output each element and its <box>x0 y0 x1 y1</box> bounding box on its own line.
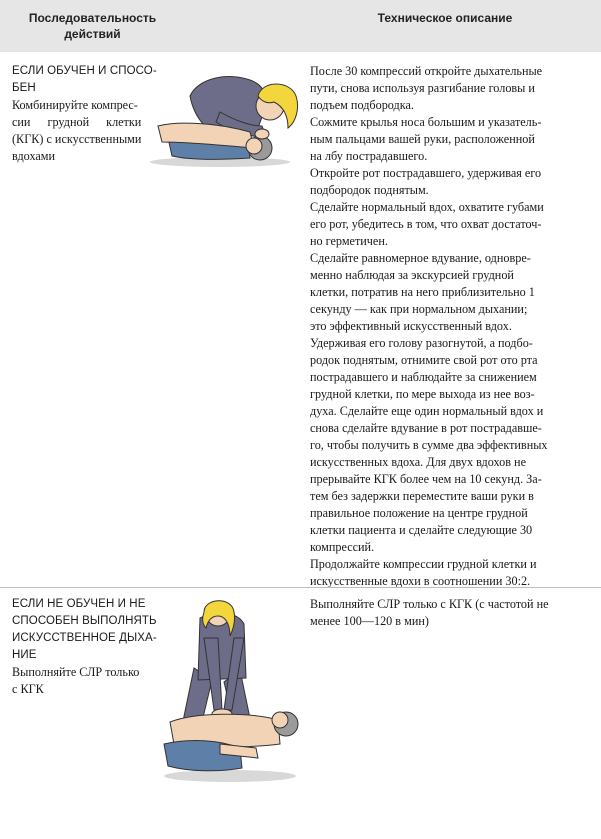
description-line: пути, снова используя разгибание головы и <box>310 81 535 95</box>
description-line: прерывайте КГК более чем на 10 секунд. За- <box>310 472 542 486</box>
row1-description <box>310 63 568 590</box>
description-line: духа. Сделайте еще один нормальный вдох и <box>310 404 544 418</box>
row2-condition-line: ИСКУССТВЕННОЕ ДЫХА- <box>12 632 157 644</box>
description-line: родок поднятым, отнимите свой рот ото рта <box>310 353 538 367</box>
description-line: клетки, потратив на него приблизительно 1 <box>310 285 535 299</box>
description-line: искусственных вдоха. Для двух вдохов не <box>310 455 526 469</box>
row2-left-cell <box>12 596 157 698</box>
rescue-breathing-illustration-icon <box>150 66 306 170</box>
description-line: искусственные вдохи в соотношении 30:2. <box>310 574 531 588</box>
row1-action-line: сии грудной клетки <box>12 115 142 129</box>
description-line: Сожмите крылья носа большим и указатель- <box>310 115 542 129</box>
description-line: ным пальцами вашей руки, расположенной <box>310 132 535 146</box>
description-line: тем без задержки переместите ваши руки в <box>310 489 534 503</box>
description-line: Удерживая его голову разогнутой, а подбо- <box>310 336 533 350</box>
chest-compression-illustration-icon <box>160 598 300 784</box>
description-line: клетки пациента и сделайте следующие 30 <box>310 523 533 537</box>
description-line: но герметичен. <box>310 234 388 248</box>
description-line: Сделайте нормальный вдох, охватите губами <box>310 200 544 214</box>
table-header <box>0 0 601 52</box>
row2-action-line: с КГК <box>12 682 44 696</box>
description-line: менее 100—120 в мин) <box>310 614 429 628</box>
description-line: Продолжайте компрессии грудной клетки и <box>310 557 537 571</box>
description-line: менно наблюдая за экскурсией грудной <box>310 268 514 282</box>
row2-description <box>310 596 568 630</box>
description-line: снова сделайте вдувание в рот пострадавше- <box>310 421 542 435</box>
description-line: го, чтобы получить в сумме два эффективных <box>310 438 548 452</box>
row1-action-line: вдохами <box>12 149 56 163</box>
description-line: правильное положение на центре грудной <box>310 506 528 520</box>
description-line: компрессий. <box>310 540 375 554</box>
description-line: подъем подбородка. <box>310 98 414 112</box>
description-line: это эффективный искусственный вдох. <box>310 319 512 333</box>
header-left-line2: действий <box>64 27 121 41</box>
description-line: его рот, убедитесь в том, что охват достаточ- <box>310 217 542 231</box>
description-line: грудной клетки, по мере выхода из нее воз- <box>310 387 535 401</box>
header-left-line1: Последовательность <box>28 11 157 25</box>
description-line: секунду — как при нормальном дыхании; <box>310 302 528 316</box>
header-actions-column <box>20 10 165 42</box>
row1-condition-line: ЕСЛИ ОБУЧЕН И СПОСО- <box>12 65 157 77</box>
row1-condition-line: БЕН <box>12 82 36 94</box>
description-line: После 30 компрессий откройте дыхательные <box>310 64 543 78</box>
row2-condition-line: СПОСОБЕН ВЫПОЛНЯТЬ <box>12 615 157 627</box>
row1-left-cell <box>12 63 157 165</box>
row2-action-line: Выполняйте СЛР только <box>12 665 140 679</box>
description-line: Сделайте равномерное вдувание, одновре- <box>310 251 531 265</box>
description-line: пострадавшего и наблюдайте за снижением <box>310 370 537 384</box>
row2-condition-line: НИЕ <box>12 649 37 661</box>
row1-action-line: (КГК) с искусственными <box>12 132 142 146</box>
header-description-column: Техническое описание <box>377 11 513 25</box>
description-line: Выполняйте СЛР только с КГК (с частотой не <box>310 597 549 611</box>
description-line: Откройте рот пострадавшего, удерживая его <box>310 166 542 180</box>
description-line: подбородок поднятым. <box>310 183 429 197</box>
row-divider <box>0 587 601 588</box>
description-line: на лбу пострадавшего. <box>310 149 428 163</box>
row2-condition-line: ЕСЛИ НЕ ОБУЧЕН И НЕ <box>12 598 146 610</box>
row1-action-line: Комбинируйте компрес- <box>12 98 138 112</box>
